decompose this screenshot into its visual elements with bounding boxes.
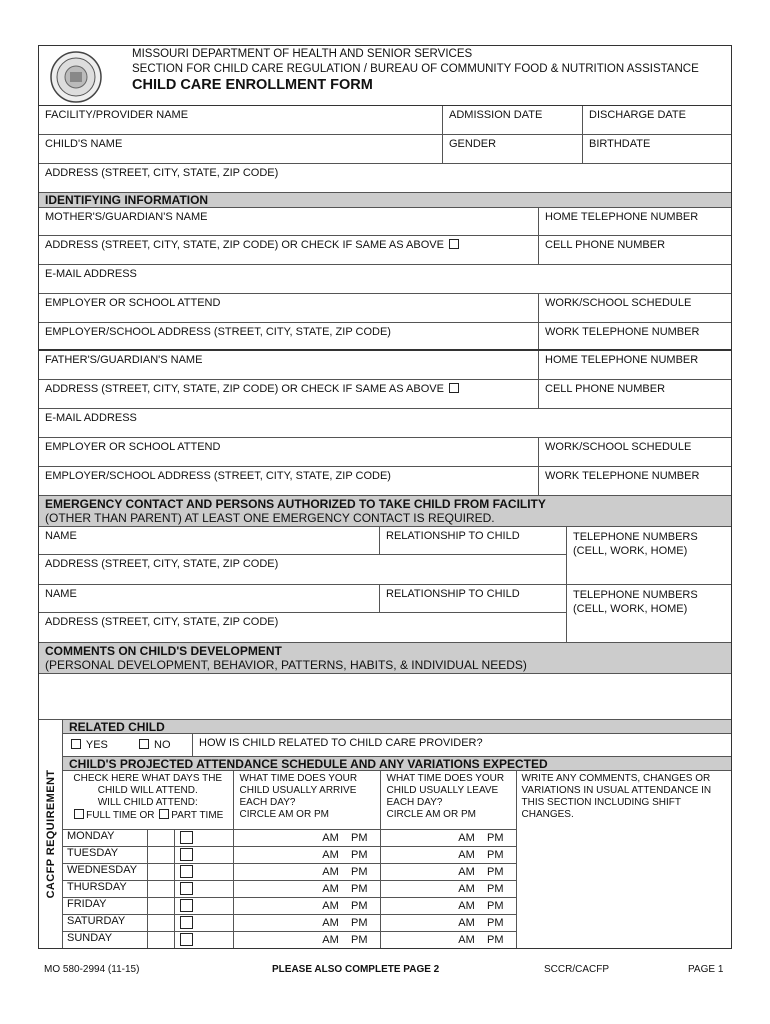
cacfp-side-label: CACFP REQUIREMENT (39, 720, 63, 948)
day-checkbox[interactable] (180, 916, 193, 929)
related-child-options: YES NO (63, 734, 193, 756)
day-checkbox[interactable] (180, 848, 193, 861)
form-footer (38, 964, 732, 978)
day-label: WEDNESDAY (63, 864, 148, 880)
emergency-phones-field[interactable]: TELEPHONE NUMBERS (CELL, WORK, HOME) (573, 531, 698, 557)
form-number: MO 580-2994 (11-15) (44, 964, 140, 975)
department-name: MISSOURI DEPARTMENT OF HEALTH AND SENIOR SERVICES (132, 48, 473, 60)
father-schedule-field[interactable]: WORK/SCHOOL SCHEDULE (545, 441, 692, 453)
father-employer-address-field[interactable]: EMPLOYER/SCHOOL ADDRESS (STREET, CITY, STATE, ZIP CODE) (39, 467, 539, 495)
variation-comment-cell[interactable] (516, 897, 731, 914)
page-number: PAGE 1 (688, 964, 724, 975)
arrive-column-header: WHAT TIME DOES YOUR CHILD USUALLY ARRIVE EACH DAY? CIRCLE AM OR PM (233, 771, 380, 829)
day-checkbox[interactable] (180, 831, 193, 844)
related-no-checkbox[interactable] (139, 739, 149, 749)
child-name-field[interactable]: CHILD'S NAME (39, 135, 443, 163)
father-same-address-checkbox[interactable] (449, 383, 459, 393)
comments-column-header: WRITE ANY COMMENTS, CHANGES OR VARIATIONS IN USUAL ATTENDANCE IN THIS SECTION INCLUDING SHIFT CHANGES. (521, 773, 712, 820)
day-checkbox[interactable] (180, 882, 193, 895)
form-title: CHILD CARE ENROLLMENT FORM (132, 77, 373, 93)
related-child-title: RELATED CHILD (63, 720, 731, 734)
day-checkbox[interactable] (180, 933, 193, 946)
day-checkbox[interactable] (180, 899, 193, 912)
arrive-time-cell[interactable]: AM PM (233, 931, 380, 948)
day-row (63, 863, 731, 880)
variation-comment-cell[interactable] (516, 863, 731, 880)
father-home-phone-field[interactable]: HOME TELEPHONE NUMBER (545, 354, 699, 366)
day-label: SUNDAY (63, 932, 148, 948)
variation-comment-cell[interactable] (516, 846, 731, 863)
state-seal-icon (49, 50, 103, 104)
mother-same-address-checkbox[interactable] (449, 239, 459, 249)
discharge-date-field[interactable]: DISCHARGE DATE (589, 109, 686, 121)
day-label: THURSDAY (63, 881, 148, 897)
mother-address-field[interactable]: ADDRESS (STREET, CITY, STATE, ZIP CODE) OR CHECK IF SAME AS ABOVE (39, 236, 539, 264)
day-row (63, 846, 731, 863)
emergency-contact-1 (39, 527, 731, 585)
emergency-relationship-field[interactable]: RELATIONSHIP TO CHILD (386, 588, 520, 600)
how-related-field[interactable]: HOW IS CHILD RELATED TO CHILD CARE PROVIDER? (199, 737, 483, 749)
day-label: TUESDAY (63, 847, 148, 863)
day-row (63, 914, 731, 931)
leave-time-cell[interactable]: AM PM (380, 863, 516, 880)
father-work-phone-field[interactable]: WORK TELEPHONE NUMBER (545, 470, 700, 482)
father-cell-phone-field[interactable]: CELL PHONE NUMBER (545, 383, 666, 395)
day-label: FRIDAY (63, 898, 148, 914)
father-employer-field[interactable]: EMPLOYER OR SCHOOL ATTEND (39, 438, 539, 466)
arrive-time-cell[interactable]: AM PM (233, 897, 380, 914)
footer-note: PLEASE ALSO COMPLETE PAGE 2 (272, 964, 440, 975)
day-row (63, 829, 731, 846)
days-column-header: CHECK HERE WHAT DAYS THE CHILD WILL ATTEND. WILL CHILD ATTEND: FULL TIME OR PART TIME (63, 771, 233, 829)
leave-time-cell[interactable]: AM PM (380, 897, 516, 914)
mother-work-phone-field[interactable]: WORK TELEPHONE NUMBER (545, 326, 700, 338)
day-checkbox[interactable] (180, 865, 193, 878)
emergency-name-field[interactable]: NAME (39, 527, 380, 554)
arrive-time-cell[interactable]: AM PM (233, 880, 380, 897)
variation-comment-cell[interactable] (516, 829, 731, 846)
identifying-section-title: IDENTIFYING INFORMATION (39, 193, 731, 208)
comments-section-title: COMMENTS ON CHILD'S DEVELOPMENT (PERSONAL DEVELOPMENT, BEHAVIOR, PATTERNS, HABITS, & INDIVIDUAL NEEDS) (39, 643, 731, 674)
mother-employer-address-field[interactable]: EMPLOYER/SCHOOL ADDRESS (STREET, CITY, STATE, ZIP CODE) (39, 323, 539, 349)
mother-email-field[interactable]: E-MAIL ADDRESS (45, 268, 137, 280)
mother-name-field[interactable]: MOTHER'S/GUARDIAN'S NAME (39, 208, 539, 235)
emergency-section-title: EMERGENCY CONTACT AND PERSONS AUTHORIZED TO TAKE CHILD FROM FACILITY (OTHER THAN PARENT) AT LEAST ONE EMERGENCY CONTACT IS REQUIRED. (39, 496, 731, 527)
variation-comment-cell[interactable] (516, 880, 731, 897)
day-row (63, 931, 731, 948)
attendance-table (63, 771, 731, 948)
leave-column-header: WHAT TIME DOES YOUR CHILD USUALLY LEAVE EACH DAY? CIRCLE AM OR PM (380, 771, 516, 829)
emergency-relationship-field[interactable]: RELATIONSHIP TO CHILD (386, 530, 520, 542)
gender-field[interactable]: GENDER (443, 135, 583, 163)
mother-cell-phone-field[interactable]: CELL PHONE NUMBER (545, 239, 666, 251)
leave-time-cell[interactable]: AM PM (380, 931, 516, 948)
arrive-time-cell[interactable]: AM PM (233, 863, 380, 880)
admission-date-field[interactable]: ADMISSION DATE (443, 106, 583, 134)
full-time-checkbox[interactable] (74, 809, 84, 819)
day-row (63, 880, 731, 897)
leave-time-cell[interactable]: AM PM (380, 880, 516, 897)
mother-employer-field[interactable]: EMPLOYER OR SCHOOL ATTEND (39, 294, 539, 322)
facility-name-field[interactable]: FACILITY/PROVIDER NAME (39, 106, 443, 134)
emergency-contact-2 (39, 585, 731, 643)
emergency-phones-field[interactable]: TELEPHONE NUMBERS (CELL, WORK, HOME) (573, 589, 698, 615)
enrollment-form (38, 45, 732, 949)
schedule-title: CHILD'S PROJECTED ATTENDANCE SCHEDULE AND ANY VARIATIONS EXPECTED (63, 757, 731, 771)
mother-schedule-field[interactable]: WORK/SCHOOL SCHEDULE (545, 297, 692, 309)
part-time-checkbox[interactable] (159, 809, 169, 819)
related-yes-checkbox[interactable] (71, 739, 81, 749)
mother-home-phone-field[interactable]: HOME TELEPHONE NUMBER (545, 211, 699, 223)
footer-agency: SCCR/CACFP (544, 964, 610, 975)
cacfp-section (39, 720, 731, 948)
father-email-field[interactable]: E-MAIL ADDRESS (45, 412, 137, 424)
arrive-time-cell[interactable]: AM PM (233, 829, 380, 846)
form-header (39, 46, 731, 106)
arrive-time-cell[interactable]: AM PM (233, 846, 380, 863)
emergency-address-field[interactable]: ADDRESS (STREET, CITY, STATE, ZIP CODE) (45, 558, 279, 570)
leave-time-cell[interactable]: AM PM (380, 846, 516, 863)
emergency-address-field[interactable]: ADDRESS (STREET, CITY, STATE, ZIP CODE) (45, 616, 279, 628)
comments-field[interactable] (39, 674, 731, 720)
arrive-time-cell[interactable]: AM PM (233, 914, 380, 931)
section-name: SECTION FOR CHILD CARE REGULATION / BUREAU OF COMMUNITY FOOD & NUTRITION ASSISTANCE (132, 63, 699, 75)
variation-comment-cell[interactable] (516, 931, 731, 948)
variation-comment-cell[interactable] (516, 914, 731, 931)
father-address-field[interactable]: ADDRESS (STREET, CITY, STATE, ZIP CODE) OR CHECK IF SAME AS ABOVE (39, 380, 539, 408)
leave-time-cell[interactable]: AM PM (380, 829, 516, 846)
child-address-field[interactable]: ADDRESS (STREET, CITY, STATE, ZIP CODE) (45, 167, 279, 179)
day-row (63, 897, 731, 914)
father-name-field[interactable]: FATHER'S/GUARDIAN'S NAME (39, 351, 539, 379)
emergency-name-field[interactable]: NAME (39, 585, 380, 612)
day-label: MONDAY (63, 830, 148, 846)
day-label: SATURDAY (63, 915, 148, 931)
birthdate-field[interactable]: BIRTHDATE (589, 138, 651, 150)
leave-time-cell[interactable]: AM PM (380, 914, 516, 931)
